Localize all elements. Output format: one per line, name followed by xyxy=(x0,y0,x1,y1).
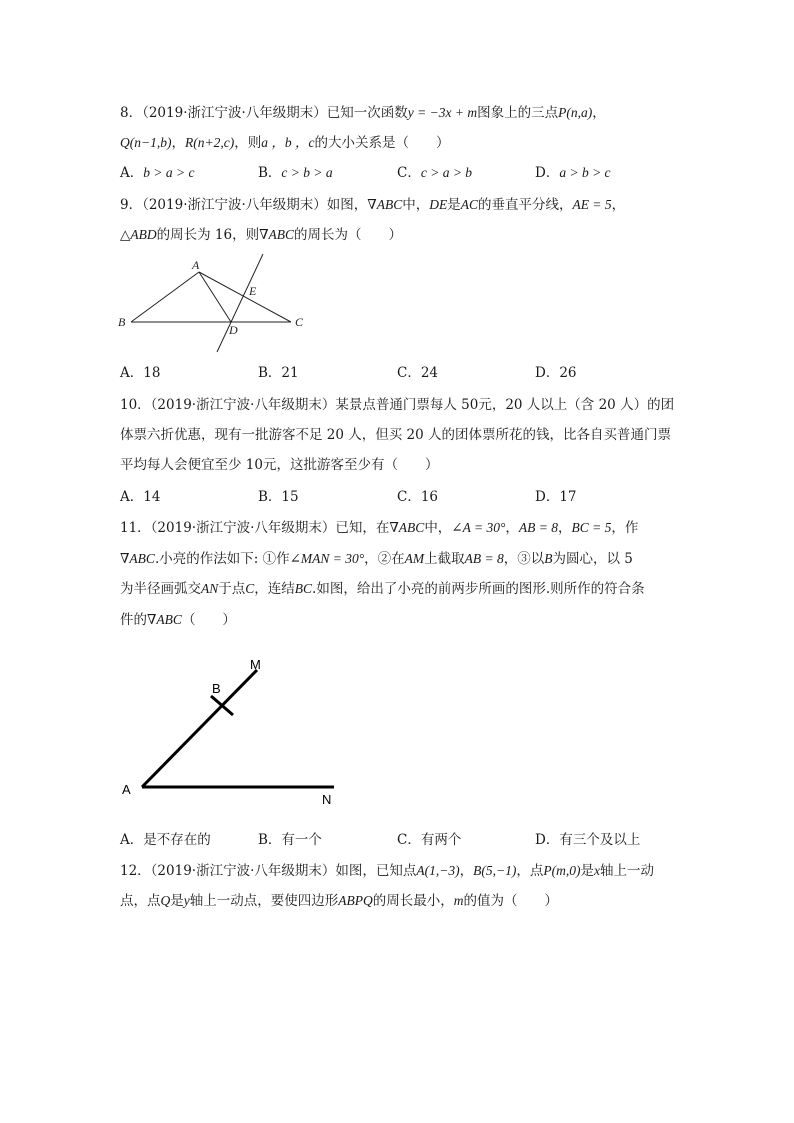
q8-function: y = −3x + m xyxy=(407,105,478,120)
q8-comma: ， xyxy=(592,105,606,121)
q11-label-b: B xyxy=(212,681,221,696)
q11-text-l: .如图，给出了小亮的前两步所画的图形.则所作的符合条 xyxy=(312,581,645,597)
q11-label-a: A xyxy=(122,782,131,797)
q11-text-g: ，③以 xyxy=(503,551,545,567)
q12-abpq: ABPQ xyxy=(338,893,373,908)
q11-triangle-3: ∇ABC xyxy=(147,612,182,627)
q9-label-d: D xyxy=(229,323,238,337)
q10-option-a[interactable]: A．14 xyxy=(120,489,161,505)
q9-abd: △ABD xyxy=(120,227,157,242)
q12-text-c: 是 xyxy=(580,863,594,879)
q8-option-b[interactable]: B．c > b > a xyxy=(258,165,333,181)
q9-option-d[interactable]: D．26 xyxy=(535,365,577,381)
q8-point-r: R(n+2,c) xyxy=(184,135,235,150)
q11-text-a: 11．（2019·浙江宁波·八年级期末）已知，在 xyxy=(120,520,390,536)
q11-label-n: N xyxy=(322,792,332,807)
q9-text-d: 的垂直平分线， xyxy=(477,197,573,213)
q9-ac: AC xyxy=(460,197,478,212)
q11-text-n: （ ） xyxy=(181,612,236,628)
q11-ab2: AB = 8 xyxy=(464,551,504,566)
q11-text-h: 为圆心，以 5 xyxy=(552,551,633,567)
q9-triangle: ∇ABC xyxy=(367,197,403,212)
q9-side-ac xyxy=(199,272,291,322)
q10-option-c[interactable]: C．16 xyxy=(397,489,439,505)
q9-de: DE xyxy=(429,197,448,212)
q12-m: m xyxy=(453,893,464,908)
q8-point-q: Q(n−1,b) xyxy=(120,135,172,150)
q10-option-b[interactable]: B．15 xyxy=(258,489,299,505)
q12-line1 xyxy=(120,861,654,881)
q8-line1 xyxy=(120,103,606,123)
q11-text-f: 上截取 xyxy=(424,551,465,567)
q8-text-c: ，则 xyxy=(234,135,262,151)
q8-option-a[interactable]: A．b > a > c xyxy=(120,165,195,181)
q11-sep2: ， xyxy=(558,520,572,536)
q11-option-b[interactable]: B．有一个 xyxy=(258,832,322,848)
q11-am: AM xyxy=(404,551,425,566)
q11-text-i: 为半径画弧交 xyxy=(120,581,201,597)
q8-line2 xyxy=(120,133,449,153)
q9-label-b: B xyxy=(118,315,126,329)
q9-segment-ad xyxy=(199,272,231,322)
q12-sep: ， xyxy=(459,863,474,879)
q11-bc2: BC xyxy=(294,581,313,596)
q12-text-i: 的值为（ ） xyxy=(463,893,558,909)
q9-label-a: A xyxy=(192,258,200,272)
q8-option-c[interactable]: C．c > a > b xyxy=(397,165,473,181)
q9-label-c: C xyxy=(295,315,304,329)
q11-text-k: ，连结 xyxy=(254,581,295,597)
q11-b: B xyxy=(544,551,553,566)
q11-line4 xyxy=(120,610,236,630)
q11-option-c[interactable]: C．有两个 xyxy=(397,832,462,848)
q11-sep1: ， xyxy=(505,520,519,536)
q9-text-f: 的周长为 16，则 xyxy=(156,227,260,243)
q11-ab: AB = 8 xyxy=(518,520,558,535)
q12-text-g: 轴上一动点，要使四边形 xyxy=(189,893,339,909)
q10-option-d[interactable]: D．17 xyxy=(535,489,577,505)
q12-q: Q xyxy=(160,893,171,908)
q9-ae: AE = 5 xyxy=(572,197,612,212)
q11-option-d[interactable]: D．有三个及以上 xyxy=(535,832,641,848)
q9-label-e: E xyxy=(249,284,257,298)
q10-line1: 10．（2019·浙江宁波·八年级期末）某景点普通门票每人 50元，20 人以上（含 20 人）的团 xyxy=(120,397,675,413)
q9-text-c: 是 xyxy=(447,197,461,213)
q12-text-a: 12．（2019·浙江宁波·八年级期末）如图，已知点 xyxy=(120,863,417,879)
q9-text-b: 中， xyxy=(402,197,430,213)
q8-options xyxy=(120,163,680,183)
q11-line2 xyxy=(120,549,633,569)
q12-text-d: 轴上一动 xyxy=(599,863,654,879)
q11-text-d: .小亮的作法如下: ①作 xyxy=(154,551,290,567)
q9-option-c[interactable]: C．24 xyxy=(397,365,439,381)
q11-triangle-2: ∇ABC xyxy=(120,551,155,566)
q9-option-a[interactable]: A．18 xyxy=(120,365,161,381)
q8-option-d[interactable]: D．a > b > c xyxy=(535,165,611,181)
q11-bc: BC = 5 xyxy=(571,520,612,535)
q11-text-b: 中， xyxy=(424,520,452,536)
q11-label-m: M xyxy=(250,657,261,672)
q11-c: C xyxy=(245,581,255,596)
q9-line2 xyxy=(120,225,402,245)
q12-text-b: ，点 xyxy=(516,863,544,879)
q12-point-a: A(1,−3) xyxy=(416,863,460,878)
q11-angle: ∠A = 30° xyxy=(451,520,506,535)
q8-vars: a ，b ，c xyxy=(261,135,315,150)
q10-line2: 体票六折优惠，现有一批游客不足 20 人，但买 20 人的团体票所花的钱，比各自买普通门票 xyxy=(120,427,672,443)
q9-text-a: 9．（2019·浙江宁波·八年级期末）如图， xyxy=(120,197,368,213)
q8-text: 8．（2019·浙江宁波·八年级期末）已知一次函数 xyxy=(120,105,408,121)
q12-text-h: 的周长最小， xyxy=(372,893,454,909)
q11-option-a[interactable]: A．是不存在的 xyxy=(120,832,211,848)
q9-options xyxy=(120,363,680,383)
q11-line1 xyxy=(120,518,638,538)
q9-line1 xyxy=(120,195,625,215)
q11-text-m: 件的 xyxy=(120,612,147,628)
q12-x: x xyxy=(593,863,600,878)
q9-text-g: 的周长为（ ） xyxy=(294,227,403,243)
q8-text-d: 的大小关系是（ ） xyxy=(314,135,450,151)
q11-figure xyxy=(110,650,360,810)
q12-point-b: B(5,−1) xyxy=(473,863,517,878)
q9-figure xyxy=(110,250,320,355)
q9-option-b[interactable]: B．21 xyxy=(258,365,299,381)
q12-y: y xyxy=(183,893,190,908)
q11-triangle: ∇ABC xyxy=(389,520,425,535)
q11-line3 xyxy=(120,579,645,599)
q11-text-e: ，②在 xyxy=(364,551,405,567)
q10-options xyxy=(120,487,680,507)
q11-options xyxy=(120,830,680,850)
q11-ray-am xyxy=(142,670,257,787)
q9-side-ab xyxy=(131,272,199,322)
q9-triangle-2: ∇ABC xyxy=(259,227,295,242)
q12-line2 xyxy=(120,891,558,911)
q11-text-j: 于点 xyxy=(218,581,246,597)
q8-text-b: 图象上的三点 xyxy=(477,105,559,121)
q12-text-e: 点，点 xyxy=(120,893,161,909)
q8-point-p: P(n,a) xyxy=(558,105,593,120)
q11-an: AN xyxy=(201,581,219,596)
q12-text-f: 是 xyxy=(170,893,184,909)
q9-text-e: ， xyxy=(611,197,626,213)
q11-man: ∠MAN = 30° xyxy=(289,551,365,566)
q11-text-c: ，作 xyxy=(611,520,639,536)
q12-point-p: P(m,0) xyxy=(543,863,581,878)
q8-sep: ， xyxy=(171,135,185,151)
q10-line3: 平均每人会便宜至少 10元，这批游客至少有（ ） xyxy=(120,457,439,473)
